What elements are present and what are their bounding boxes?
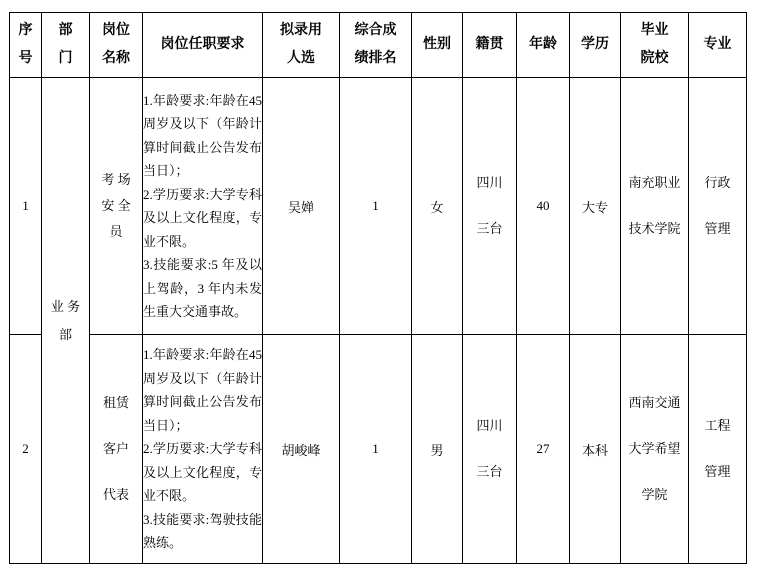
cell-seq: 2 bbox=[10, 335, 42, 564]
col-header-major bbox=[689, 13, 747, 78]
recruitment-result-table bbox=[9, 12, 747, 564]
origin-line: 四川 bbox=[476, 175, 503, 190]
major-line: 工程 bbox=[704, 418, 731, 433]
position-line: 租赁 bbox=[102, 395, 129, 410]
col-header-position bbox=[90, 13, 143, 78]
header-label: 学历 bbox=[581, 37, 609, 52]
cell-education: 大专 bbox=[570, 78, 621, 335]
dept-line: 部 bbox=[58, 326, 72, 342]
cell-education: 本科 bbox=[570, 335, 621, 564]
col-header-education bbox=[570, 13, 621, 78]
cell-age: 40 bbox=[517, 78, 570, 335]
origin-line: 三台 bbox=[476, 464, 503, 479]
header-label: 门 bbox=[58, 51, 73, 66]
table-row-2 bbox=[10, 335, 747, 564]
header-label: 毕业 bbox=[640, 23, 669, 38]
dept-line: 业 务 bbox=[50, 298, 81, 314]
cell-origin bbox=[463, 335, 517, 564]
cell-requirements bbox=[143, 335, 263, 564]
cell-major bbox=[689, 335, 747, 564]
school-line: 西南交通 bbox=[628, 395, 681, 410]
header-label: 性别 bbox=[423, 37, 451, 52]
cell-candidate: 吴婵 bbox=[263, 78, 340, 335]
col-header-dept bbox=[42, 13, 90, 78]
cell-dept-merged bbox=[42, 78, 90, 564]
header-label: 序 bbox=[18, 23, 33, 38]
col-header-seq bbox=[10, 13, 42, 78]
cell-major bbox=[689, 78, 747, 335]
cell-position bbox=[90, 335, 143, 564]
position-line: 员 bbox=[109, 224, 123, 239]
requirement-item: 1.年龄要求:年龄在45 周岁及以下（年龄计算时间截止公告发布当日）； bbox=[143, 92, 262, 178]
requirement-item: 2.学历要求:大学专科及以上文化程度，专业不限。 bbox=[143, 186, 262, 249]
cell-rank: 1 bbox=[340, 78, 412, 335]
header-label: 年龄 bbox=[529, 37, 557, 52]
table-row-1 bbox=[10, 78, 747, 335]
col-header-origin bbox=[463, 13, 517, 78]
cell-gender: 女 bbox=[412, 78, 463, 335]
school-line: 学院 bbox=[641, 487, 668, 502]
header-label: 号 bbox=[18, 51, 33, 66]
col-header-age bbox=[517, 13, 570, 78]
school-line: 技术学院 bbox=[628, 221, 681, 236]
header-row bbox=[10, 13, 747, 78]
cell-origin bbox=[463, 78, 517, 335]
cell-school bbox=[621, 78, 689, 335]
requirement-item: 3.技能要求:5 年及以上驾龄，3 年内未发生重大交通事故。 bbox=[143, 257, 262, 319]
cell-requirements bbox=[143, 78, 263, 335]
cell-position bbox=[90, 78, 143, 335]
header-label: 岗位 bbox=[102, 23, 130, 38]
origin-line: 四川 bbox=[476, 418, 503, 433]
school-line: 南充职业 bbox=[628, 175, 681, 190]
cell-gender: 男 bbox=[412, 335, 463, 564]
col-header-candidate bbox=[263, 13, 340, 78]
col-header-school bbox=[621, 13, 689, 78]
requirement-item: 1.年龄要求:年龄在45 周岁及以下（年龄计算时间截止公告发布当日）； bbox=[143, 347, 262, 433]
major-line: 行政 bbox=[704, 175, 731, 190]
position-line: 代表 bbox=[102, 487, 129, 502]
header-label: 院校 bbox=[640, 51, 669, 66]
header-label: 部 bbox=[58, 23, 73, 38]
header-label: 绩排名 bbox=[354, 51, 397, 66]
cell-school bbox=[621, 335, 689, 564]
origin-line: 三台 bbox=[476, 221, 503, 236]
header-label: 籍贯 bbox=[475, 37, 504, 52]
major-line: 管理 bbox=[704, 221, 731, 236]
major-line: 管理 bbox=[704, 464, 731, 479]
school-line: 大学希望 bbox=[628, 441, 681, 456]
header-label: 拟录用 bbox=[280, 23, 322, 38]
header-label: 岗位任职要求 bbox=[160, 37, 245, 52]
requirement-item: 3.技能要求:驾驶技能熟练。 bbox=[143, 511, 262, 551]
header-label: 综合成 bbox=[354, 23, 397, 38]
header-label: 名称 bbox=[102, 51, 130, 66]
position-line: 安 全 bbox=[101, 198, 131, 213]
col-header-gender bbox=[412, 13, 463, 78]
cell-rank: 1 bbox=[340, 335, 412, 564]
cell-seq: 1 bbox=[10, 78, 42, 335]
position-line: 考 场 bbox=[101, 172, 131, 187]
cell-candidate: 胡峻峰 bbox=[263, 335, 340, 564]
requirement-item: 2.学历要求:大学专科及以上文化程度，专业不限。 bbox=[143, 441, 262, 504]
position-line: 客户 bbox=[102, 441, 129, 456]
header-label: 专业 bbox=[703, 37, 732, 52]
col-header-requirements bbox=[143, 13, 263, 78]
col-header-rank bbox=[340, 13, 412, 78]
cell-age: 27 bbox=[517, 335, 570, 564]
header-label: 人选 bbox=[287, 51, 315, 66]
